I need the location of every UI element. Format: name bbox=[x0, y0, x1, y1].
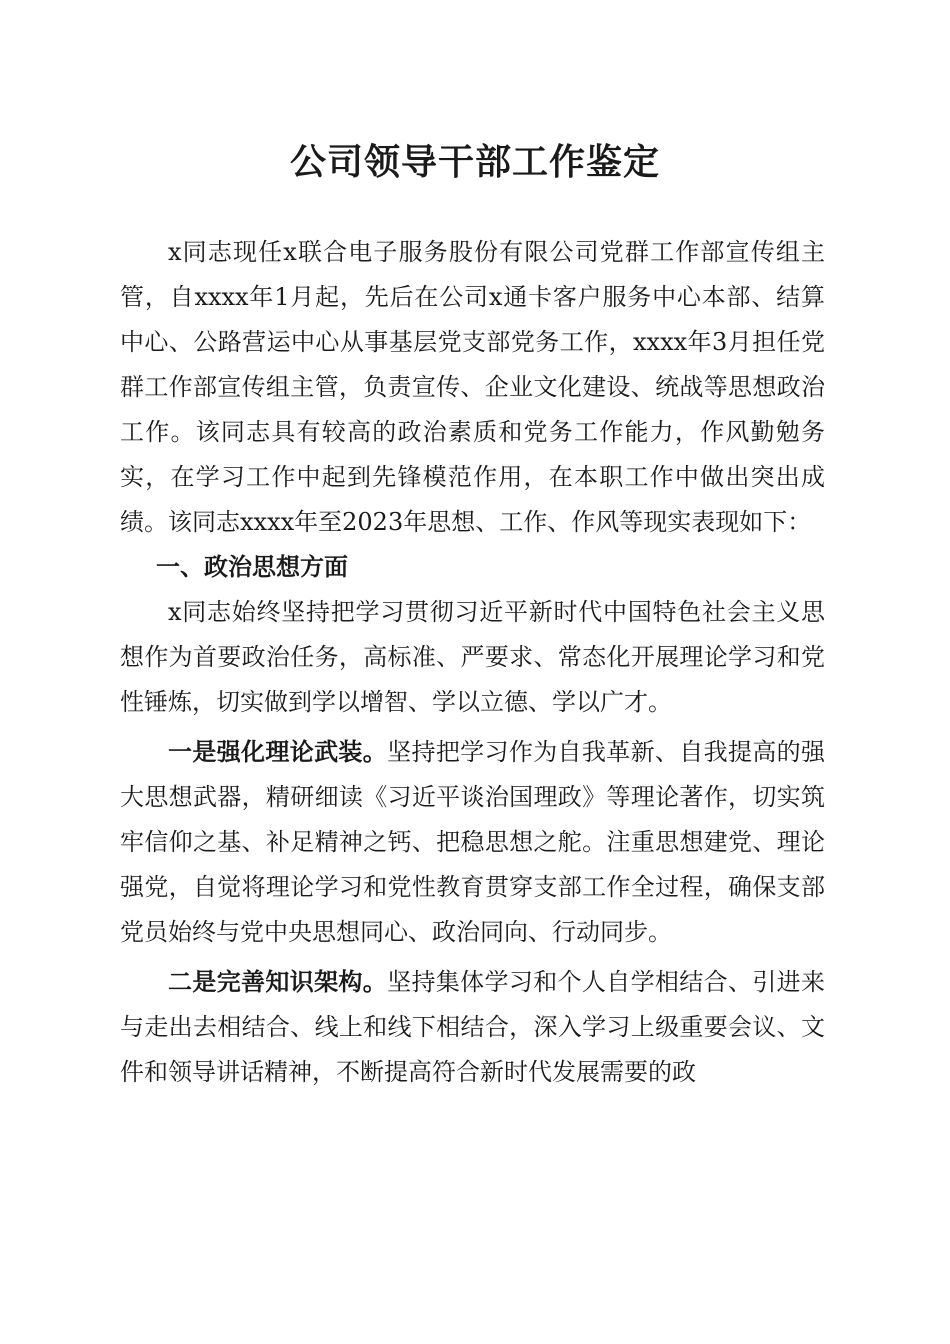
intro-paragraph: x同志现任x联合电子服务股份有限公司党群工作部宣传组主管，自xxxx年1月起，先后在公司x通卡客户服务中心本部、结算中心、公路营运中心从事基层党支部党务工作，xxxx年3月担任党群工作部宣传组主管，负责宣传、企业文化建设、统战等思想政治工作。该同志具有较高的政治素质和党务工作能力，作风勤勉务实，在学习工作中起到先锋模范作用，在本职工作中做出突出成绩。该同志xxxx年至2023年思想、工作、作风等现实表现如下： bbox=[120, 238, 825, 536]
item-paragraph-knowledge bbox=[120, 959, 825, 1095]
document-title: 公司领导干部工作鉴定 bbox=[289, 141, 660, 183]
item-lead-knowledge: 二是完善知识架构。 bbox=[168, 967, 388, 996]
item-lead-theory: 一是强化理论武装。 bbox=[168, 737, 388, 766]
item-paragraph-theory bbox=[120, 729, 825, 955]
item-text-theory: 坚持把学习作为自我革新、自我提高的强大思想武器，精研细读《习近平谈治国理政》等理论著作，切实筑牢信仰之基、补足精神之钙、把稳思想之舵。注重思想建党、理论强党，自觉将理论学习和党性教育贯穿支部工作全过程，确保支部党员始终与党中央思想同心、政治同向、行动同步。 bbox=[120, 738, 826, 946]
document-body bbox=[120, 230, 825, 1095]
section-heading-political: 一、政治思想方面 bbox=[156, 553, 348, 581]
section-intro-paragraph: x同志始终坚持把学习贯彻习近平新时代中国特色社会主义思想作为首要政治任务，高标准、严要求、常态化开展理论学习和党性锤炼，切实做到学以增智、学以立德、学以广才。 bbox=[120, 598, 825, 716]
item-text-knowledge: 坚持集体学习和个人自学相结合、引进来与走出去相结合、线上和线下相结合，深入学习上级重要会议、文件和领导讲话精神，不断提高符合新时代发展需要的政 bbox=[120, 968, 826, 1086]
